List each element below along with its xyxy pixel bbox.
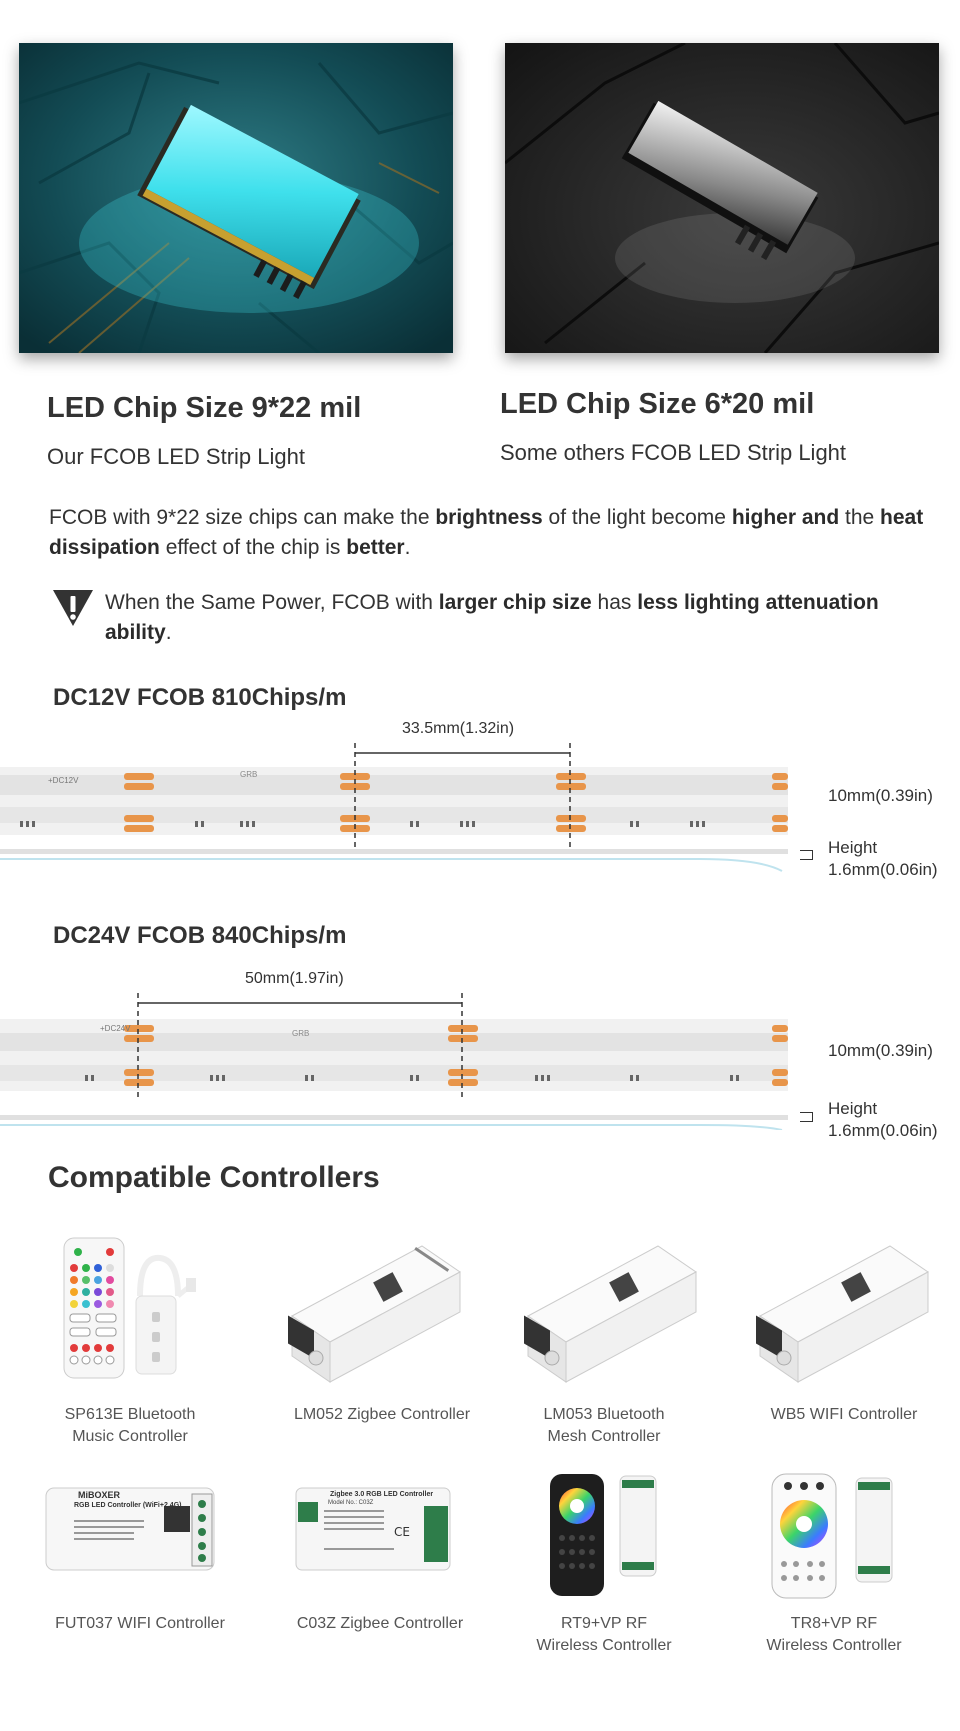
fut037-model: RGB LED Controller (WiFi+2.4G) [74,1502,182,1509]
c03z-title: Zigbee 3.0 RGB LED Controller [330,1491,434,1498]
strip-title-dc24v: DC24V FCOB 840Chips/m [53,922,347,949]
chip-size-title-others: LED Chip Size 6*20 mil [500,388,815,420]
cut-length-dc24v: 50mm(1.97in) [245,970,344,987]
height-bracket-dc24v [800,1112,813,1122]
controller-name-lm053: LM053 Bluetooth Mesh Controller [543,1406,665,1445]
attenuation-note: When the Same Power, FCOB with larger chip size has less lighting attenuation ability. [105,591,879,644]
strip-height-value-dc24v: 1.6mm(0.06in) [828,1121,938,1140]
strip-width-dc24v: 10mm(0.39in) [828,1041,933,1060]
controller-name-lm052: LM052 Zigbee Controller [293,1406,471,1423]
strip-pad-label-dc24v: +DC24V [100,1024,131,1033]
controller-image-lm053 [518,1236,698,1386]
height-bracket-dc12v [800,850,813,860]
strip-mark-dc24v: GRB [292,1029,310,1038]
fut037-brand: MiBOXER [78,1490,121,1500]
strip-title-dc12v: DC12V FCOB 810Chips/m [53,684,347,711]
chip-subtitle-ours: Our FCOB LED Strip Light [47,444,305,469]
strip-diagram-dc24v [0,985,790,1130]
c03z-model: Model No.: C03Z [328,1500,374,1506]
cut-length-dc12v: 33.5mm(1.32in) [402,720,515,737]
chip-size-title-ours: LED Chip Size 9*22 mil [47,392,362,424]
strip-diagram-dc12v [0,735,790,880]
fcob-chip-photo-others [505,43,939,353]
strip-pad-label-dc12v: +DC12V [48,776,79,785]
warning-icon [51,588,95,633]
controller-image-lm052 [282,1236,462,1386]
controller-name-tr8-vp: TR8+VP RF Wireless Controller [766,1615,902,1654]
fcob-chip-photo-ours [19,43,453,353]
brightness-statement: FCOB with 9*22 size chips can make the brightness of the light become higher and the heat dissipation effect of the chip is better. [49,506,924,559]
strip-height-value-dc12v: 1.6mm(0.06in) [828,860,938,879]
controller-name-wb5: WB5 WIFI Controller [770,1406,918,1423]
strip-height-label-dc12v: Height [828,838,878,857]
strip-width-dc12v: 10mm(0.39in) [828,786,933,805]
chip-subtitle-others: Some others FCOB LED Strip Light [500,440,847,465]
svg-text:CE: CE [394,1525,410,1539]
controller-image-fut037 [44,1486,219,1576]
strip-height-label-dc24v: Height [828,1099,878,1118]
controller-image-c03z [294,1486,454,1574]
controller-name-sp613e: SP613E Bluetooth Music Controller [64,1406,196,1445]
strip-mark-dc12v: GRB [240,770,258,779]
controller-image-wb5 [750,1236,930,1386]
controller-image-tr8-vp [770,1472,900,1602]
controller-image-rt9-vp [548,1472,668,1602]
controller-name-fut037: FUT037 WIFI Controller [55,1615,225,1632]
controller-image-sp613e [60,1236,200,1386]
controller-name-rt9-vp: RT9+VP RF Wireless Controller [536,1615,672,1654]
compatible-controllers-heading: Compatible Controllers [48,1161,380,1194]
controller-name-c03z: C03Z Zigbee Controller [296,1615,464,1632]
